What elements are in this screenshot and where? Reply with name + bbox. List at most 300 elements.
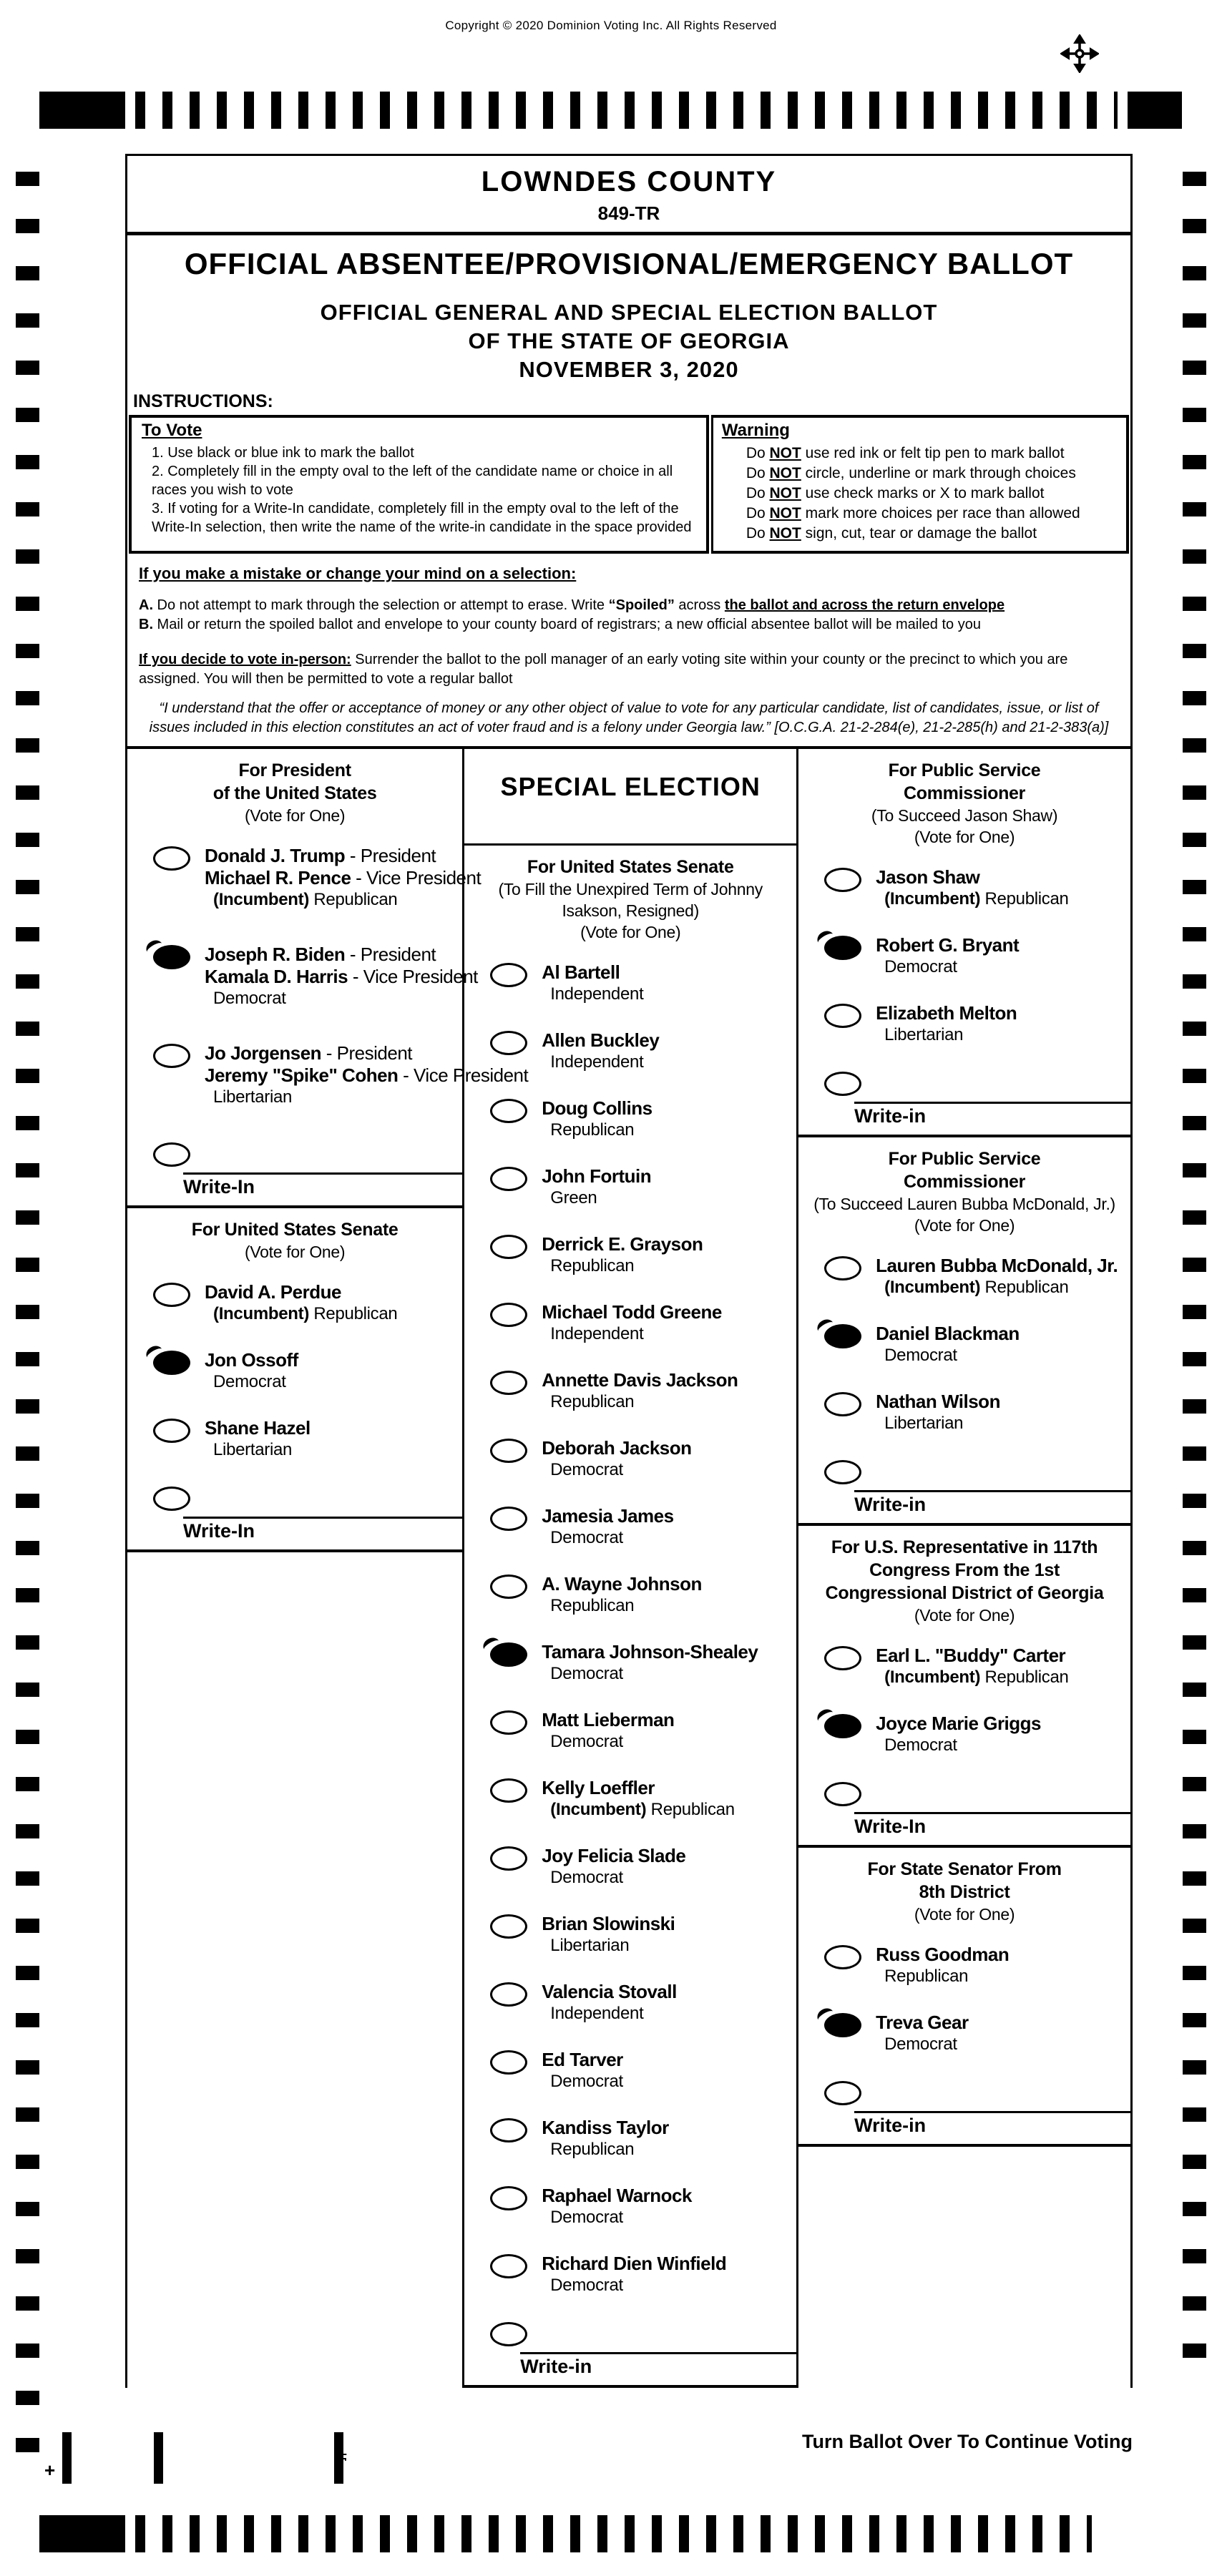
candidate-party [876, 1277, 1118, 1298]
race-header [798, 1526, 1130, 1645]
ballot-oval[interactable] [490, 2254, 527, 2278]
candidate-option[interactable] [464, 961, 796, 1005]
county-name: LOWNDES COUNTY [481, 166, 777, 197]
candidate-name-bold: Michael Todd Greene [542, 1301, 722, 1323]
candidate-party [542, 1187, 651, 1209]
ballot-title: OFFICIAL ABSENTEE/PROVISIONAL/EMERGENCY BALLOT [184, 247, 1074, 280]
running-mate-name-bold: Kamala D. Harris [205, 966, 348, 987]
candidate-name [542, 1777, 734, 1799]
timing-bars [135, 2515, 1092, 2552]
ballot-oval-filled[interactable] [824, 1324, 861, 1348]
candidate-name [542, 1641, 758, 1663]
candidate-name-bold: Doug Collins [542, 1097, 652, 1119]
candidate-party [542, 984, 643, 1005]
ballot-oval[interactable] [490, 1982, 527, 2007]
race-vote-for: (Vote for One) [245, 806, 346, 825]
candidate-party [542, 1323, 722, 1345]
ballot-oval[interactable] [490, 1099, 527, 1123]
candidate-option[interactable] [464, 1437, 796, 1481]
write-in-oval-row[interactable] [127, 1141, 462, 1167]
race-header [798, 749, 1130, 866]
candidate-name-bold: Kelly Loeffler [542, 1777, 655, 1798]
running-mate-name-bold: Michael R. Pence [205, 867, 351, 888]
ballot-title-box [127, 235, 1130, 388]
ballot-oval[interactable] [824, 1646, 861, 1670]
party-name: Independent [550, 1324, 644, 1343]
candidate-party [876, 2034, 968, 2055]
mistake-heading: If you make a mistake or change your mind on a selection: [139, 564, 577, 582]
write-in-oval[interactable] [824, 1072, 861, 1096]
warning-item: Do NOT circle, underline or mark through choices [746, 465, 1076, 481]
candidate-text [542, 2185, 692, 2228]
candidate-party [542, 1255, 703, 1277]
write-in-line [520, 2352, 796, 2384]
candidate-text [542, 1573, 702, 1617]
candidate-name [876, 1713, 1041, 1735]
ballot-oval[interactable] [824, 1004, 861, 1028]
ballot-oval[interactable] [490, 1439, 527, 1463]
candidate-option[interactable] [464, 1301, 796, 1345]
candidate-text [542, 1845, 685, 1889]
candidate-name-bold: Valencia Stovall [542, 1981, 677, 2002]
candidate-option[interactable] [464, 1641, 796, 1685]
ballot-oval[interactable] [490, 1575, 527, 1599]
party-name: Democrat [884, 957, 957, 976]
candidate-name [542, 1981, 677, 2003]
candidate-option[interactable] [464, 2117, 796, 2160]
candidate-name [205, 845, 462, 867]
candidate-name [542, 2049, 623, 2071]
candidate-name [542, 2185, 692, 2207]
candidate-party [205, 889, 462, 911]
party-name: Republican [550, 1596, 635, 1615]
candidate-option[interactable] [464, 1913, 796, 1957]
party-name: Democrat [550, 1460, 623, 1479]
candidate-party [542, 1731, 674, 1753]
candidate-option[interactable] [798, 1323, 1130, 1366]
candidate-party [542, 1867, 685, 1889]
candidate-text [542, 1301, 722, 1345]
race-section [798, 749, 1130, 1137]
write-in-line [854, 1490, 1130, 1522]
write-in-label: Write-in [854, 1494, 927, 1515]
candidate-option[interactable] [464, 1981, 796, 2024]
copyright-line: Copyright © 2020 Dominion Voting Inc. All Rights Reserved [445, 19, 777, 32]
running-mate-name [205, 867, 482, 889]
race-vote-for: (Vote for One) [914, 828, 1015, 846]
race-vote-for: (Vote for One) [914, 1216, 1015, 1235]
candidate-party [542, 1391, 738, 1413]
candidate-option[interactable] [798, 1944, 1130, 1987]
candidate-name-bold: Earl L. "Buddy" Carter [876, 1645, 1066, 1666]
candidate-name-bold: Allen Buckley [542, 1029, 660, 1051]
candidate-name [876, 1323, 1020, 1345]
candidate-name [876, 866, 1068, 888]
party-name: Libertarian [884, 1025, 964, 1044]
warning-item: Do NOT sign, cut, tear or damage the ballot [746, 525, 1037, 542]
ballot-oval[interactable] [490, 1846, 527, 1871]
candidate-name [542, 1709, 674, 1731]
candidate-name [542, 1369, 738, 1391]
write-in-oval[interactable] [824, 1782, 861, 1806]
write-in-oval-row[interactable] [798, 1459, 1130, 1484]
candidate-text [205, 1042, 529, 1108]
instructions-heading: INSTRUCTIONS: [133, 391, 273, 411]
candidate-name [205, 1281, 397, 1303]
party-name: Democrat [213, 989, 286, 1008]
candidate-option[interactable] [798, 2012, 1130, 2055]
candidate-name-bold: Daniel Blackman [876, 1323, 1020, 1344]
race-note-line: (To Succeed Lauren Bubba McDonald, Jr.) [813, 1195, 1115, 1213]
party-name: Libertarian [550, 1936, 630, 1955]
candidate-option[interactable] [798, 1255, 1130, 1298]
candidate-name-bold: Donald J. Trump [205, 845, 346, 866]
candidate-name [542, 1437, 691, 1459]
candidate-name [542, 2117, 668, 2139]
write-in-oval[interactable] [153, 1487, 190, 1511]
candidate-party [876, 1345, 1020, 1366]
candidate-option[interactable] [464, 1369, 796, 1413]
candidate-party [542, 1935, 675, 1957]
ballot-oval[interactable] [490, 1778, 527, 1803]
candidate-name-bold: Jon Ossoff [205, 1349, 298, 1371]
ballot-oval[interactable] [824, 1392, 861, 1416]
candidate-name-bold: Richard Dien Winfield [542, 2253, 727, 2274]
candidate-text [542, 1165, 651, 1209]
race-vote-for: (Vote for One) [580, 923, 681, 941]
running-mate-office-suffix: - Vice President [398, 1064, 529, 1086]
candidate-party [542, 1120, 652, 1141]
candidate-name [542, 961, 643, 984]
race-title-line: 8th District [919, 1882, 1010, 1902]
candidate-name-bold: Tamara Johnson-Shealey [542, 1641, 758, 1662]
candidate-name-bold: A. Wayne Johnson [542, 1573, 702, 1595]
write-in-oval-row[interactable] [798, 1070, 1130, 1096]
candidate-name [205, 1417, 311, 1439]
write-in-oval[interactable] [824, 2081, 861, 2105]
candidate-text [542, 1981, 677, 2024]
running-mate-name [205, 966, 478, 988]
party-name: Democrat [550, 2208, 623, 2227]
write-in-oval-row[interactable] [798, 2080, 1130, 2105]
ballot-oval[interactable] [824, 1256, 861, 1280]
registration-cross-icon [1060, 34, 1099, 73]
candidate-option[interactable] [798, 1391, 1130, 1434]
ballot-oval[interactable] [490, 1235, 527, 1259]
ballot-oval[interactable] [490, 963, 527, 987]
candidate-name [205, 1349, 298, 1371]
party-name: Libertarian [213, 1087, 293, 1107]
race-title-line: Congress From the 1st [869, 1560, 1060, 1580]
write-in-oval-row[interactable] [127, 1485, 462, 1511]
candidate-option[interactable] [127, 1042, 529, 1108]
ballot-oval-filled[interactable] [153, 945, 190, 969]
race-section [798, 1848, 1130, 2147]
candidate-name-bold: Joseph R. Biden [205, 944, 346, 965]
candidate-text [205, 1281, 397, 1325]
race-title-line: of the United States [212, 783, 377, 803]
candidate-office-suffix: - President [345, 944, 436, 965]
write-in-oval-row[interactable] [798, 1781, 1130, 1806]
party-name: Democrat [550, 2072, 623, 2091]
write-in-label: Write-in [520, 2356, 592, 2377]
candidate-name-bold: Matt Lieberman [542, 1709, 675, 1730]
candidate-option[interactable] [464, 1709, 796, 1753]
candidate-option[interactable] [464, 1029, 796, 1073]
candidate-name-bold: Lauren Bubba McDonald, Jr. [876, 1255, 1118, 1276]
ballot-oval[interactable] [153, 1419, 190, 1443]
timing-marks-top [39, 92, 1182, 129]
candidate-party [876, 888, 1068, 910]
party-name: Republican [313, 890, 398, 909]
voter-fraud-notice: “I understand that the offer or acceptance of money or any other object of value to vote for any particular candidate, list of candidates, issue, or list of issues included in this election constitutes an act of voter fraud and is a felony under Georgia law.” [O.C.G.A. 21-2-284(e), 21-2-285(h) and 21-2-383(a)] [149, 700, 1109, 735]
ballot-oval-filled[interactable] [824, 1714, 861, 1738]
candidate-party [542, 2207, 692, 2228]
candidate-name [876, 1645, 1068, 1667]
mistake-line-b: B. Mail or return the spoiled ballot and envelope to your county board of registrars; a new official absentee ballot will be mailed to you [139, 617, 981, 632]
write-in-oval[interactable] [824, 1460, 861, 1484]
candidate-name-bold: John Fortuin [542, 1165, 652, 1187]
candidate-option[interactable] [127, 845, 482, 911]
write-in-option [464, 2321, 796, 2385]
candidate-option[interactable] [798, 866, 1130, 910]
party-name: Independent [550, 1052, 644, 1072]
candidate-party [205, 1371, 298, 1393]
candidate-party [205, 1303, 397, 1325]
candidate-name [205, 944, 462, 966]
party-name: Republican [313, 1304, 398, 1323]
write-in-label: Write-In [183, 1520, 255, 1542]
candidate-text [542, 1233, 703, 1277]
write-in-line [854, 1812, 1130, 1843]
write-in-oval[interactable] [153, 1142, 190, 1167]
write-in-line [183, 1172, 462, 1204]
party-name: Democrat [550, 1528, 623, 1547]
ballot-oval-filled[interactable] [490, 1642, 527, 1667]
ballot-oval[interactable] [490, 1914, 527, 1939]
write-in-label: Write-In [183, 1176, 255, 1198]
candidate-option[interactable] [464, 1097, 796, 1141]
candidate-option[interactable] [464, 1165, 796, 1209]
party-name: Independent [550, 2004, 644, 2023]
party-name: Independent [550, 984, 644, 1004]
candidate-name [876, 1255, 1118, 1277]
candidate-name [542, 2253, 726, 2275]
ballot-oval[interactable] [490, 1507, 527, 1531]
ballot-oval[interactable] [490, 2118, 527, 2142]
candidate-name-bold: Derrick E. Grayson [542, 1233, 703, 1255]
candidate-option[interactable] [464, 2185, 796, 2228]
candidate-option[interactable] [798, 1645, 1130, 1688]
candidate-option[interactable] [798, 934, 1130, 978]
ballot-oval[interactable] [153, 846, 190, 871]
race-title-line: Commissioner [904, 1172, 1026, 1192]
candidate-party [876, 1966, 1009, 1987]
write-in-line [854, 1102, 1130, 1133]
timing-block-left [39, 92, 125, 129]
candidate-option[interactable] [464, 1505, 796, 1549]
candidate-option[interactable] [464, 2253, 796, 2296]
candidate-party [542, 1595, 702, 1617]
alignment-plus-mark: + [44, 2459, 56, 2481]
candidate-name [205, 1042, 462, 1064]
party-name: Democrat [213, 1372, 286, 1391]
ballot-subtitle-1: OFFICIAL GENERAL AND SPECIAL ELECTION BALLOT [320, 300, 938, 325]
candidate-party [542, 1527, 673, 1549]
ballot-column-right [796, 749, 1130, 2388]
candidate-text [542, 1369, 738, 1413]
candidate-text [876, 1713, 1041, 1756]
write-in-oval-row[interactable] [464, 2321, 796, 2346]
incumbent-label: (Incumbent) [550, 1800, 651, 1819]
timing-block-right [1128, 92, 1182, 129]
party-name: Democrat [550, 1664, 623, 1683]
timing-marks-right [1183, 172, 1206, 2375]
candidate-name-bold: Al Bartell [542, 961, 620, 983]
candidate-option[interactable] [464, 2049, 796, 2092]
write-in-line [183, 1517, 462, 1548]
race-note-line: (To Succeed Jason Shaw) [871, 806, 1058, 825]
mistake-instructions [127, 554, 1130, 692]
candidate-text [542, 1641, 758, 1685]
candidate-text [542, 2253, 726, 2296]
warning-item: Do NOT use check marks or X to mark ballot [746, 485, 1045, 501]
candidate-text [542, 1505, 673, 1549]
candidate-party [205, 988, 462, 1009]
ballot-oval[interactable] [490, 1031, 527, 1055]
candidate-text [205, 845, 482, 911]
race-section [127, 1208, 462, 1552]
candidate-party [876, 1024, 1017, 1046]
candidate-party [876, 956, 1019, 978]
candidate-name [542, 1845, 685, 1867]
candidate-party [542, 1663, 758, 1685]
candidate-text [876, 866, 1068, 910]
candidate-name [876, 1002, 1017, 1024]
candidate-option[interactable] [464, 1233, 796, 1277]
candidate-name [542, 1505, 673, 1527]
ballot-oval-filled[interactable] [824, 936, 861, 960]
in-person-instructions: If you decide to vote in-person: Surrender the ballot to the poll manager of an early voting site within your county or the precinct to which you are assigned. You will then be permitted to vote a regular ballot [139, 652, 1068, 687]
candidate-name-bold: Jamesia James [542, 1505, 674, 1527]
candidate-text [542, 2049, 623, 2092]
candidate-name [542, 1165, 651, 1187]
to-vote-item: 1. Use black or blue ink to mark the ballot [152, 445, 414, 461]
write-in-option [798, 1070, 1130, 1135]
candidate-party [876, 1667, 1068, 1688]
candidate-party [542, 2071, 623, 2092]
race-section [798, 1137, 1130, 1526]
candidate-option[interactable] [127, 1349, 462, 1393]
turn-ballot-over-text: Turn Ballot Over To Continue Voting [802, 2431, 1133, 2452]
ballot-oval[interactable] [824, 1945, 861, 1969]
candidate-option[interactable] [464, 1573, 796, 1617]
candidate-office-suffix: - President [345, 845, 436, 866]
candidate-name [542, 1301, 722, 1323]
ballot-oval[interactable] [490, 1303, 527, 1327]
party-name: Republican [550, 2140, 635, 2159]
race-header [464, 846, 796, 961]
ballot-oval[interactable] [153, 1283, 190, 1307]
candidate-name [876, 934, 1019, 956]
ballot-oval[interactable] [490, 1710, 527, 1735]
warning-box [711, 415, 1129, 554]
candidate-option[interactable] [798, 1713, 1130, 1756]
candidate-party [542, 2003, 677, 2024]
candidate-name-bold: Jo Jorgensen [205, 1042, 322, 1064]
race-title-line: For United States Senate [527, 857, 734, 877]
write-in-line [854, 2111, 1130, 2142]
write-in-option [798, 1459, 1130, 1523]
candidate-name [542, 1233, 703, 1255]
candidate-party [876, 1413, 1000, 1434]
incumbent-label: (Incumbent) [213, 1304, 314, 1323]
ballot-column-middle [462, 749, 796, 2388]
candidate-option[interactable] [464, 1777, 796, 1821]
ballot-oval[interactable] [490, 2050, 527, 2075]
ballot-oval-filled[interactable] [824, 2013, 861, 2037]
candidate-text [876, 2012, 968, 2055]
race-title-line: For Public Service [888, 760, 1041, 780]
race-title-line: For United States Senate [191, 1220, 399, 1240]
ballot-oval[interactable] [824, 868, 861, 892]
candidate-text [542, 2117, 668, 2160]
candidate-option[interactable] [127, 1281, 462, 1325]
running-mate-office-suffix: - Vice President [351, 867, 482, 888]
candidate-name [542, 1573, 702, 1595]
race-title-line: Congressional District of Georgia [825, 1583, 1104, 1603]
ballot-oval[interactable] [490, 2186, 527, 2210]
ballot-oval[interactable] [490, 1371, 527, 1395]
ballot-body [125, 154, 1133, 2388]
candidate-option[interactable] [798, 1002, 1130, 1046]
write-in-label: Write-In [854, 1816, 927, 1837]
candidate-name-bold: Nathan Wilson [876, 1391, 1000, 1412]
candidate-option[interactable] [127, 1417, 462, 1461]
candidate-text [542, 1029, 659, 1073]
race-vote-for: (Vote for One) [914, 1905, 1015, 1924]
party-name: Republican [550, 1392, 635, 1411]
race-title-line: For U.S. Representative in 117th [831, 1537, 1098, 1557]
candidate-text [205, 1417, 311, 1461]
ballot-oval-filled[interactable] [153, 1351, 190, 1375]
party-name: Republican [884, 1967, 969, 1986]
to-vote-item: 3. If voting for a Write-In candidate, completely fill in the empty oval to the left of the Write-In selection, then write the name of the write-in candidate in the space provided [152, 501, 692, 535]
party-name: Democrat [884, 2034, 957, 2054]
party-name: Democrat [550, 2276, 623, 2295]
write-in-label: Write-in [854, 2115, 927, 2136]
party-name: Libertarian [213, 1440, 293, 1459]
ballot-date: NOVEMBER 3, 2020 [519, 357, 739, 382]
ballot-oval[interactable] [153, 1044, 190, 1068]
ballot-column-left [127, 749, 529, 2388]
to-vote-title: To Vote [142, 421, 202, 440]
candidate-name-bold: Shane Hazel [205, 1417, 311, 1439]
race-grid [127, 746, 1130, 2388]
candidate-name [876, 1391, 1000, 1413]
write-in-option [798, 1781, 1130, 1845]
candidate-name-bold: Annette Davis Jackson [542, 1369, 738, 1391]
candidate-name-bold: Brian Slowinski [542, 1913, 675, 1934]
candidate-name-bold: Joy Felicia Slade [542, 1845, 686, 1866]
candidate-text [876, 1645, 1068, 1688]
race-note-line: (To Fill the Unexpired Term of Johnny [498, 880, 763, 898]
candidate-text [876, 1323, 1020, 1366]
candidate-option[interactable] [127, 944, 478, 1009]
ballot-oval[interactable] [490, 1167, 527, 1191]
write-in-oval[interactable] [490, 2322, 527, 2346]
candidate-option[interactable] [464, 1845, 796, 1889]
